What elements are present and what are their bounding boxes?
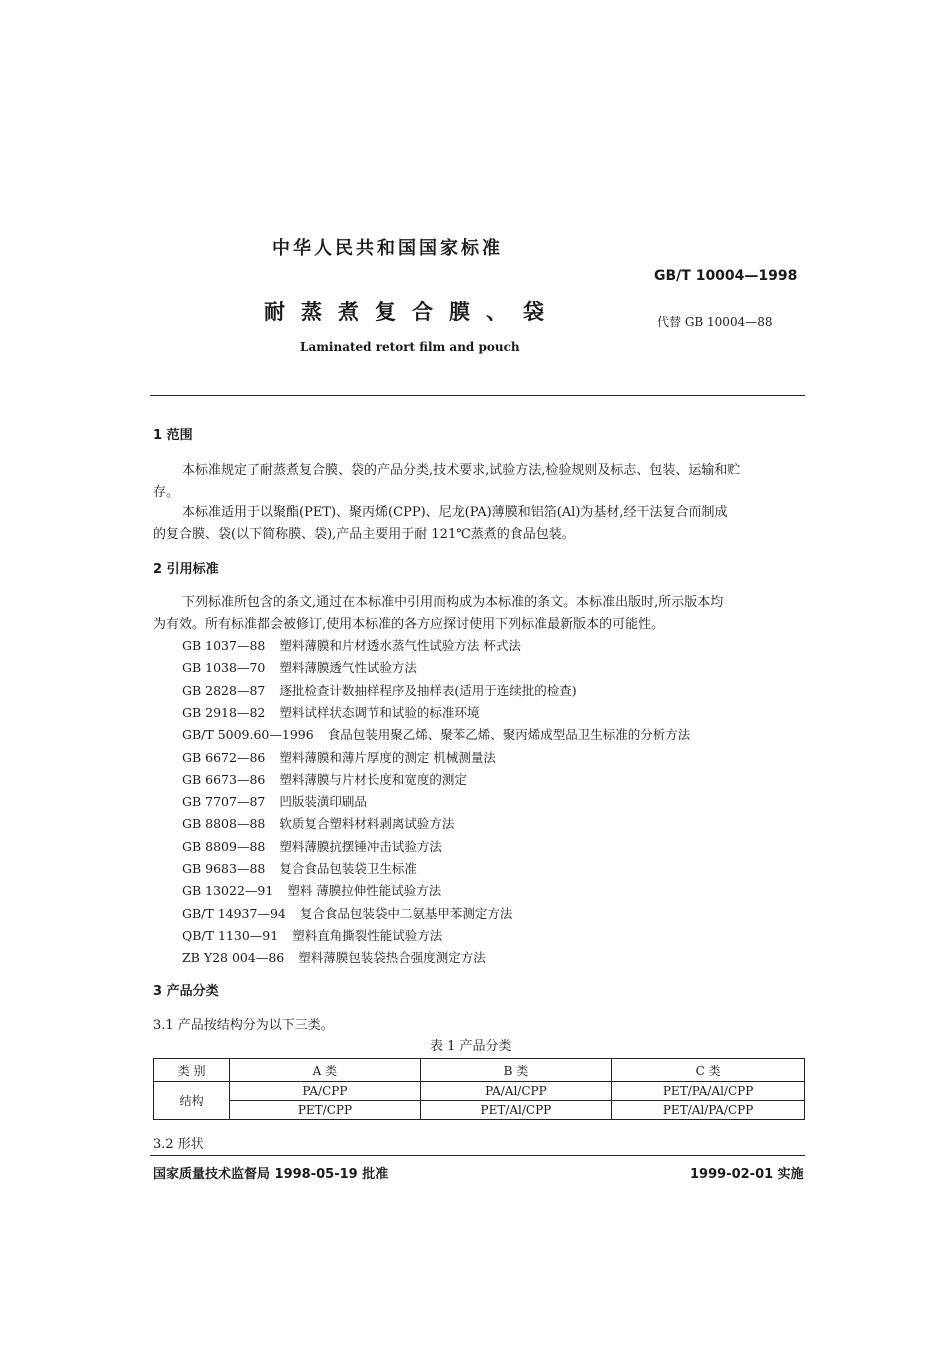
list-item bbox=[182, 703, 479, 721]
cell-c1: PET/PA/Al/CPP bbox=[612, 1082, 805, 1101]
reference-code: GB 6673—86 bbox=[182, 771, 266, 787]
effective-date: 1999-02-01 实施 bbox=[690, 1167, 804, 1182]
reference-code: GB 2918—82 bbox=[182, 704, 266, 720]
product-classification-table bbox=[153, 1058, 805, 1120]
list-item bbox=[182, 814, 454, 832]
reference-code: GB 1037—88 bbox=[182, 638, 266, 653]
reference-code: ZB Y28 004—86 bbox=[182, 950, 285, 966]
table-header-row bbox=[154, 1059, 805, 1082]
reference-code: GB 1038—70 bbox=[182, 660, 266, 676]
footer-divider bbox=[150, 1155, 805, 1156]
section-2-intro-cont: 为有效。所有标准都会被修订,使用本标准的各方应探讨使用下列标准最新版本的可能性。 bbox=[153, 617, 665, 632]
reference-title: 食品包装用聚乙烯、聚苯乙烯、聚丙烯成型品卫生标准的分析方法 bbox=[327, 727, 691, 743]
cell-c2: PET/Al/PA/CPP bbox=[612, 1101, 805, 1120]
list-item bbox=[182, 658, 417, 676]
reference-title: 复合食品包装袋卫生标准 bbox=[279, 861, 417, 876]
national-standard-title: 中华人民共和国国家标准 bbox=[272, 238, 503, 259]
reference-title: 塑料直角撕裂性能试验方法 bbox=[292, 927, 443, 943]
reference-title: 塑料试样状态调节和试验的标准环境 bbox=[279, 704, 480, 720]
reference-title: 塑料 薄膜拉伸性能试验方法 bbox=[287, 883, 442, 899]
reference-title: 软质复合塑料材料剥离试验方法 bbox=[279, 816, 455, 832]
row-label-structure: 结构 bbox=[154, 1082, 230, 1120]
section-1-para-1: 本标准规定了耐蒸煮复合膜、袋的产品分类,技术要求,试验方法,检验规则及标志、包装、运输和贮 bbox=[182, 463, 741, 478]
section-3-2: 3.2 形状 bbox=[153, 1137, 204, 1152]
reference-code: GB 8809—88 bbox=[182, 838, 266, 854]
reference-title: 塑料薄膜抗摆锤冲击试验方法 bbox=[279, 838, 442, 854]
section-2-heading: 2 引用标准 bbox=[153, 562, 219, 577]
table-row bbox=[154, 1082, 805, 1101]
cell-a2: PET/CPP bbox=[230, 1101, 420, 1120]
list-item bbox=[182, 681, 577, 699]
list-item bbox=[182, 859, 417, 877]
reference-title: 凹版装潢印刷品 bbox=[279, 794, 367, 810]
cell-a1: PA/CPP bbox=[230, 1082, 420, 1101]
cell-b1: PA/Al/CPP bbox=[420, 1082, 612, 1101]
header-class-b: B 类 bbox=[420, 1059, 612, 1082]
document-title: 耐蒸煮复合膜、袋 bbox=[264, 300, 560, 324]
list-item bbox=[182, 948, 486, 966]
list-item bbox=[182, 837, 442, 855]
header-category: 类 别 bbox=[154, 1059, 230, 1082]
reference-code: QB/T 1130—91 bbox=[182, 927, 279, 943]
reference-title: 塑料薄膜与片材长度和宽度的测定 bbox=[279, 771, 467, 787]
list-item bbox=[182, 636, 521, 654]
list-item bbox=[182, 748, 496, 766]
reference-code: GB 9683—88 bbox=[182, 861, 266, 876]
header-class-c: C 类 bbox=[612, 1059, 805, 1082]
table-caption: 表 1 产品分类 bbox=[430, 1039, 512, 1054]
approval-date: 国家质量技术监督局 1998-05-19 批准 bbox=[153, 1167, 389, 1182]
list-item bbox=[182, 792, 367, 810]
section-2-intro: 下列标准所包含的条文,通过在本标准中引用而构成为本标准的条文。本标准出版时,所示版本均 bbox=[182, 595, 724, 610]
reference-title: 塑料薄膜包装袋热合强度测定方法 bbox=[298, 950, 486, 966]
header-divider bbox=[150, 395, 805, 396]
reference-title: 塑料薄膜和片材透水蒸气性试验方法 杯式法 bbox=[279, 638, 521, 653]
reference-code: GB 2828—87 bbox=[182, 682, 266, 698]
reference-title: 塑料薄膜透气性试验方法 bbox=[279, 660, 417, 676]
english-title: Laminated retort film and pouch bbox=[300, 340, 520, 354]
list-item bbox=[182, 725, 690, 743]
cell-b2: PET/Al/CPP bbox=[420, 1101, 612, 1120]
section-3-1: 3.1 产品按结构分为以下三类。 bbox=[153, 1018, 334, 1033]
reference-code: GB/T 5009.60—1996 bbox=[182, 727, 314, 743]
list-item bbox=[182, 904, 512, 922]
reference-code: GB 7707—87 bbox=[182, 794, 266, 810]
section-1-para-1-cont: 存。 bbox=[153, 485, 180, 500]
list-item bbox=[182, 881, 441, 899]
reference-code: GB 8808—88 bbox=[182, 816, 266, 832]
replaces-standard: 代替 GB 10004—88 bbox=[657, 315, 773, 329]
standard-number: GB/T 10004—1998 bbox=[654, 268, 798, 284]
reference-code: GB 6672—86 bbox=[182, 749, 266, 765]
section-1-para-2: 本标准适用于以聚酯(PET)、聚丙烯(CPP)、尼龙(PA)薄膜和铝箔(Al)为基材,经干法复合而制成 bbox=[182, 505, 728, 520]
section-3-heading: 3 产品分类 bbox=[153, 984, 219, 999]
list-item bbox=[182, 770, 467, 788]
reference-title: 塑料薄膜和薄片厚度的测定 机械测量法 bbox=[279, 749, 496, 765]
reference-code: GB/T 14937—94 bbox=[182, 905, 286, 921]
section-1-heading: 1 范围 bbox=[153, 428, 193, 443]
reference-title: 复合食品包装袋中二氨基甲苯测定方法 bbox=[299, 905, 513, 921]
section-1-para-2-cont: 的复合膜、袋(以下简称膜、袋),产品主要用于耐 121℃蒸煮的食品包装。 bbox=[153, 527, 575, 542]
table-row bbox=[154, 1101, 805, 1120]
header-class-a: A 类 bbox=[230, 1059, 420, 1082]
reference-title: 逐批检查计数抽样程序及抽样表(适用于连续批的检查) bbox=[279, 682, 577, 698]
list-item bbox=[182, 926, 442, 944]
reference-code: GB 13022—91 bbox=[182, 883, 274, 899]
